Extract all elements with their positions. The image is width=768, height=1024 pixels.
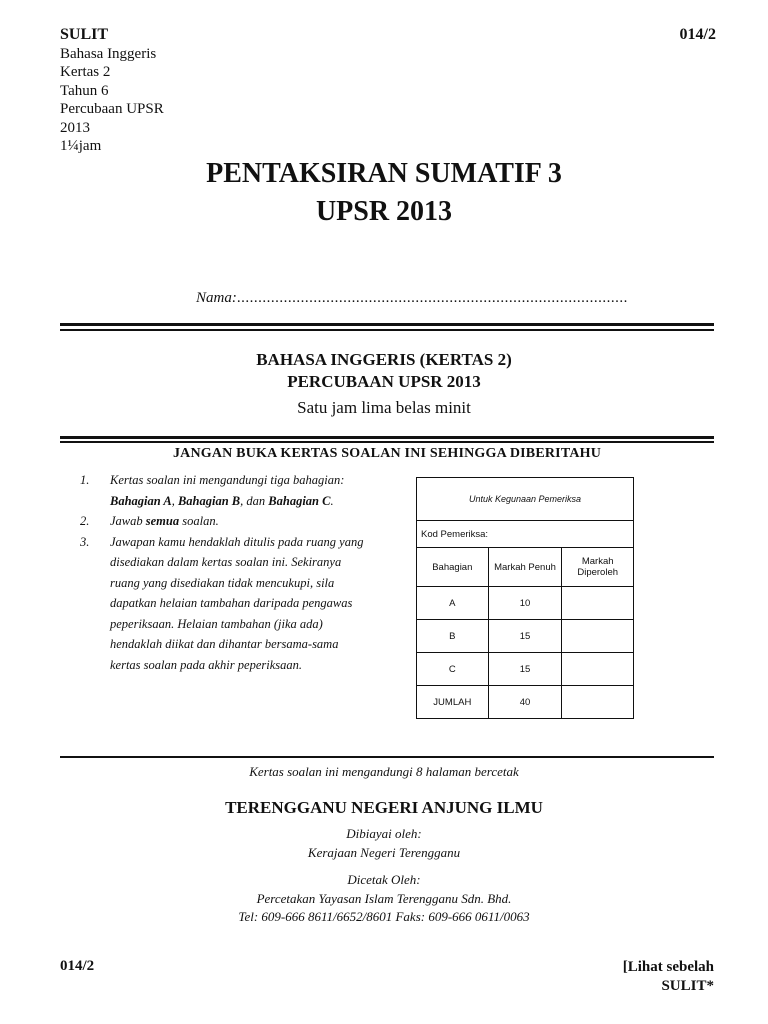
instruction-item: 1. Kertas soalan ini mengandungi tiga bahagian: Bahagian A, Bahagian B, dan Bahagian C. — [80, 473, 345, 508]
exam-label: Percubaan UPSR — [60, 101, 164, 117]
paper-label: Kertas 2 — [60, 64, 111, 80]
column-header: Bahagian — [417, 548, 489, 587]
duration-label: 1¼jam — [60, 138, 102, 154]
sulit-label: SULIT — [60, 26, 109, 43]
subtitle-subject: BAHASA INGGERIS (KERTAS 2) — [256, 350, 512, 369]
page-title-year: UPSR 2013 — [315, 196, 453, 227]
organization-name: TERENGGANU NEGERI ANJUNG ILMU — [225, 798, 543, 817]
year-label: 2013 — [60, 119, 90, 136]
table-row: JUMLAH 40 — [417, 686, 634, 719]
contact-info: Tel: 609-666 8611/6652/8601 Faks: 609-666 0611/0063 — [238, 909, 530, 924]
divider — [60, 756, 714, 758]
footer-right — [623, 958, 714, 996]
examiner-code-field[interactable]: Kod Pemeriksa: — [417, 521, 634, 548]
instruction-item: 3. Jawapan kamu hendaklah ditulis pada ruang yang disediakan dalam kertas soalan ini. Sekiranya ruang yang disediakan tidak mencukupi, sila dapatkan helaian tambahan daripada pengawas peperiksaan. Helaian tambahan (jika ada) hendaklah diikat dan dihantar bersama-sama kertas soalan pada akhir peperiksaan. — [80, 534, 364, 672]
obtained-mark-cell[interactable] — [562, 620, 634, 653]
subtitle-duration: Satu jam lima belas minit — [297, 398, 471, 417]
table-row: A 10 — [417, 587, 634, 620]
footer-code: 014/2 — [60, 958, 95, 974]
column-header: Markah Penuh — [488, 548, 562, 587]
subject-label: Bahasa Inggeris — [60, 45, 157, 62]
marks-table — [416, 477, 634, 719]
printed-label: Dicetak Oleh: — [347, 872, 421, 887]
header-info — [60, 26, 164, 156]
name-dots: ............................................................................................ — [236, 290, 628, 306]
divider — [60, 436, 714, 439]
obtained-mark-cell[interactable] — [562, 587, 634, 620]
marks-table-heading: Untuk Kegunaan Pemeriksa — [417, 478, 634, 521]
funded-label: Dibiayai oleh: — [346, 826, 422, 841]
footer-sulit: SULIT* — [661, 978, 714, 994]
warning-text: JANGAN BUKA KERTAS SOALAN INI SEHINGGA DIBERITAHU — [172, 446, 602, 461]
name-label: Nama: — [196, 290, 237, 306]
obtained-mark-cell[interactable] — [562, 686, 634, 719]
subtitle-exam: PERCUBAAN UPSR 2013 — [287, 372, 481, 391]
divider — [60, 329, 714, 331]
divider — [60, 323, 714, 326]
funder-name: Kerajaan Negeri Terengganu — [307, 845, 461, 860]
page-title: PENTAKSIRAN SUMATIF 3 — [206, 158, 562, 189]
year-level-label: Tahun 6 — [60, 82, 109, 99]
table-row: B 15 — [417, 620, 634, 653]
table-row: C 15 — [417, 653, 634, 686]
printer-name: Percetakan Yayasan Islam Terengganu Sdn. Bhd. — [256, 891, 512, 906]
divider — [60, 441, 714, 443]
paper-code: 014/2 — [679, 26, 716, 43]
column-header: Markah Diperoleh — [562, 548, 634, 587]
name-field[interactable] — [196, 290, 628, 307]
next-page-label: [Lihat sebelah — [622, 959, 714, 975]
instruction-item: 2. Jawab semua soalan. — [80, 514, 219, 528]
obtained-mark-cell[interactable] — [562, 653, 634, 686]
pages-note: Kertas soalan ini mengandungi 8 halaman bercetak — [249, 764, 519, 779]
instructions — [80, 470, 370, 675]
